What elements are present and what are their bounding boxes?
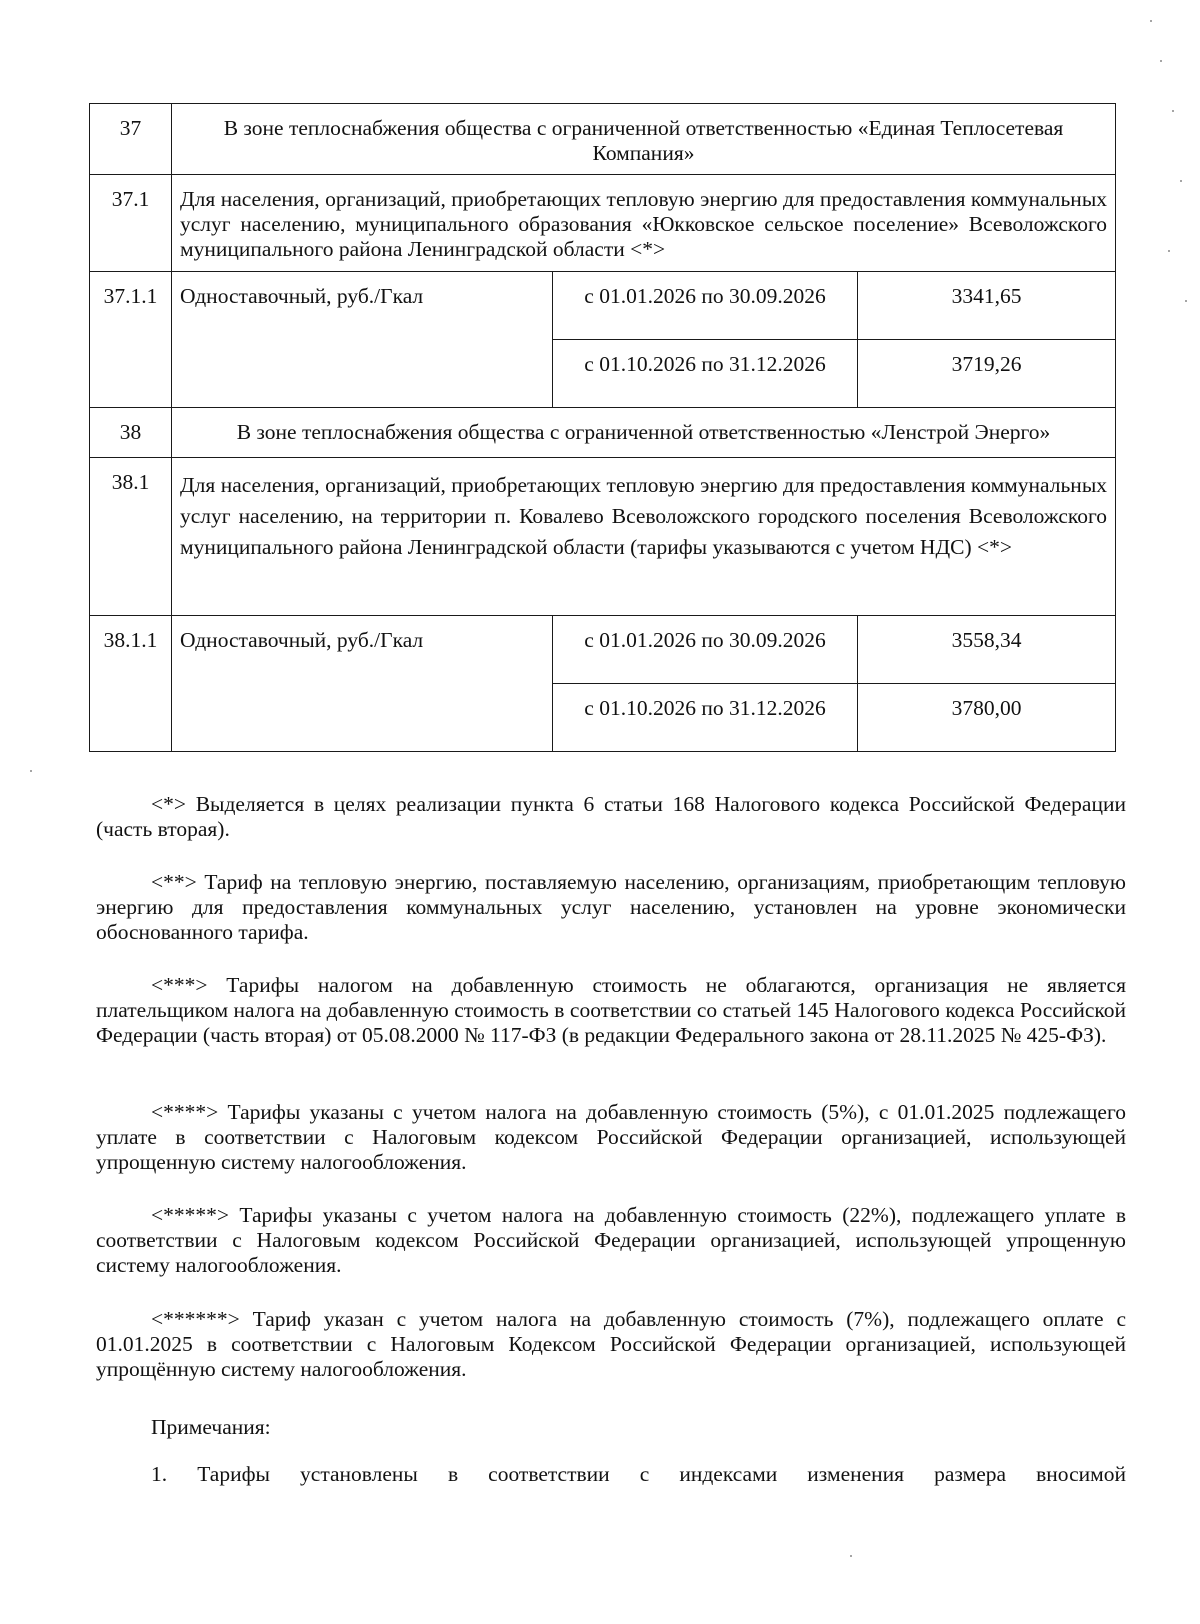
row-number: 38.1 xyxy=(90,458,172,616)
scan-speck xyxy=(850,1555,852,1557)
consumer-group-description: Для населения, организаций, приобретающих тепловую энергию для предоставления коммунальных услуг населению, на территории п. Ковалево Всеволожского городского поселения Всеволожского муниципального района Ленинградской области (тарифы указываются с учетом НДС) <*> xyxy=(172,458,1116,616)
tariff-type: Одноставочный, руб./Гкал xyxy=(172,272,553,408)
scan-speck xyxy=(1160,60,1162,62)
row-number: 37.1.1 xyxy=(90,272,172,408)
tariff-value: 3341,65 xyxy=(858,272,1116,340)
tariff-table xyxy=(89,103,1116,752)
table-row xyxy=(90,408,1116,458)
footnote-4: <****> Тарифы указаны с учетом налога на добавленную стоимость (5%), с 01.01.2025 подлежащего уплате в соответствии с Налоговым кодексом Российской Федерации организацией, использующей упрощенную систему налогообложения. xyxy=(96,1100,1126,1174)
remarks-item: 1. Тарифы установлены в соответствии с индексами изменения размера вносимой xyxy=(151,1462,1126,1486)
table-row xyxy=(90,104,1116,175)
scan-speck xyxy=(1168,250,1170,252)
footnote-2: <**> Тариф на тепловую энергию, поставляемую населению, организациям, приобретающим тепловую энергию для предоставления коммунальных услуг населению, установлен на уровне экономически обоснованного тарифа. xyxy=(96,870,1126,944)
footnote-1: <*> Выделяется в целях реализации пункта 6 статьи 168 Налогового кодекса Российской Федерации (часть вторая). xyxy=(96,792,1126,841)
scan-speck xyxy=(1172,110,1174,112)
scan-speck xyxy=(1185,300,1187,302)
tariff-period: с 01.01.2026 по 30.09.2026 xyxy=(553,616,858,684)
remarks-title: Примечания: xyxy=(151,1415,271,1439)
scan-speck xyxy=(1150,20,1152,22)
tariff-value: 3719,26 xyxy=(858,340,1116,408)
tariff-value: 3780,00 xyxy=(858,684,1116,752)
table-row xyxy=(90,616,1116,684)
footnote-6: <******> Тариф указан с учетом налога на добавленную стоимость (7%), подлежащего оплате с 01.01.2025 в соответствии с Налоговым Кодексом Российской Федерации организацией, использующей упрощённую систему налогообложения. xyxy=(96,1307,1126,1381)
footnote-3: <***> Тарифы налогом на добавленную стоимость не облагаются, организация не является плательщиком налога на добавленную стоимость в соответствии со статьей 145 Налогового кодекса Российской Федерации (часть вторая) от 05.08.2000 № 117-ФЗ (в редакции Федерального закона от 28.11.2025 № 425-ФЗ). xyxy=(96,973,1126,1047)
row-number: 38.1.1 xyxy=(90,616,172,752)
zone-heading: В зоне теплоснабжения общества с ограниченной ответственностью «Единая Теплосетевая Компания» xyxy=(172,104,1116,175)
zone-heading: В зоне теплоснабжения общества с ограниченной ответственностью «Ленстрой Энерго» xyxy=(172,408,1116,458)
scan-speck xyxy=(30,770,32,772)
tariff-period: с 01.01.2026 по 30.09.2026 xyxy=(553,272,858,340)
tariff-value: 3558,34 xyxy=(858,616,1116,684)
table-row xyxy=(90,175,1116,272)
tariff-period: с 01.10.2026 по 31.12.2026 xyxy=(553,684,858,752)
row-number: 38 xyxy=(90,408,172,458)
footnote-5: <*****> Тарифы указаны с учетом налога на добавленную стоимость (22%), подлежащего уплате в соответствии с Налоговым кодексом Российской Федерации организацией, использующей упрощенную систему налогообложения. xyxy=(96,1203,1126,1277)
table-row xyxy=(90,458,1116,616)
scan-speck xyxy=(1180,180,1182,182)
row-number: 37 xyxy=(90,104,172,175)
consumer-group-description: Для населения, организаций, приобретающих тепловую энергию для предоставления коммунальных услуг населению, муниципального образования «Юкковское сельское поселение» Всеволожского муниципального района Ленинградской области <*> xyxy=(172,175,1116,272)
table-row xyxy=(90,272,1116,340)
tariff-type: Одноставочный, руб./Гкал xyxy=(172,616,553,752)
tariff-period: с 01.10.2026 по 31.12.2026 xyxy=(553,340,858,408)
row-number: 37.1 xyxy=(90,175,172,272)
